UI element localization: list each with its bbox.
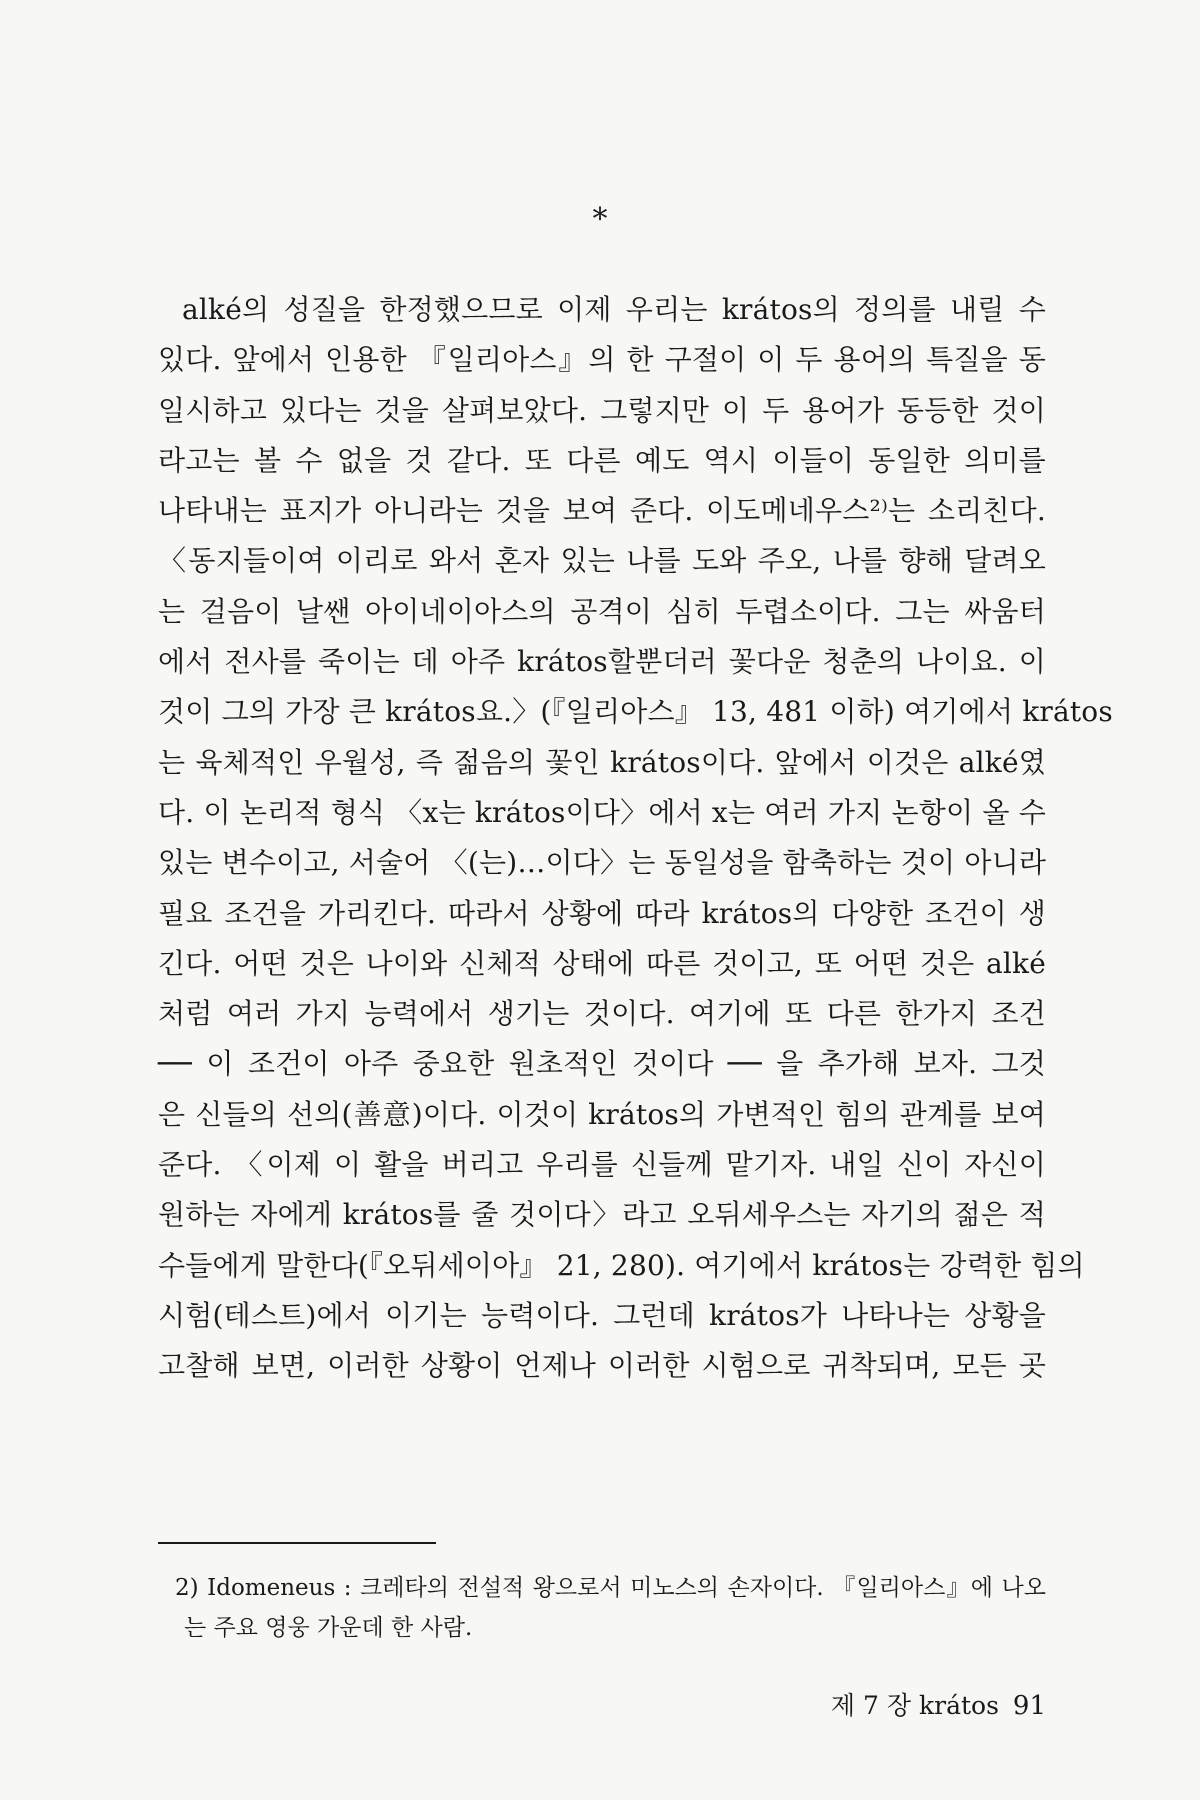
body-text: [158, 285, 1113, 1392]
body-line: alké의 성질을 한정했으므로 이제 우리는 krátos의 정의를 내릴 수: [182, 293, 1046, 326]
chapter-title: 제 7 장 krátos: [830, 1691, 999, 1720]
footnote-line: 2) Idomeneus : 크레타의 전설적 왕으로서 미노스의 손자이다. 『일리아스』에 나오: [175, 1575, 1046, 1601]
body-line: 시험(테스트)에서 이기는 능력이다. 그런데 krátos가 나타나는 상황을: [158, 1298, 1046, 1332]
body-line: 수들에게 말한다(『오뒤세이아』 21, 280). 여기에서 krátos는 강력한 힘의: [158, 1248, 1085, 1282]
body-line: 처럼 여러 가지 능력에서 생기는 것이다. 여기에 또 다른 한가지 조건: [158, 997, 1046, 1031]
body-line: 고찰해 보면, 이러한 상황이 언제나 이러한 시험으로 귀착되며, 모든 곳: [158, 1349, 1046, 1383]
body-line: 있다. 앞에서 인용한 『일리아스』의 한 구절이 이 두 용어의 특질을 동: [158, 343, 1046, 377]
body-line: 것이 그의 가장 큰 krátos요.〉(『일리아스』 13, 481 이하) 여기에서 krátos: [158, 695, 1113, 729]
body-line: 나타내는 표지가 아니라는 것을 보여 준다. 이도메네우스²⁾는 소리친다.: [158, 494, 1046, 528]
footnote: [175, 1568, 1046, 1648]
body-line: ── 이 조건이 아주 중요한 원초적인 것이다 ── 을 추가해 보자. 그것: [158, 1047, 1046, 1081]
running-footer: [831, 1690, 1046, 1722]
body-line: 은 신들의 선의(善意)이다. 이것이 krátos의 가변적인 힘의 관계를 보여: [158, 1097, 1046, 1131]
body-line: 〈동지들이여 이리로 와서 혼자 있는 나를 도와 주오, 나를 향해 달려오: [158, 544, 1046, 578]
body-line: 는 걸음이 날쌘 아이네이아스의 공격이 심히 두렵소이다. 그는 싸움터: [158, 594, 1046, 628]
body-line: 는 육체적인 우월성, 즉 젊음의 꽃인 krátos이다. 앞에서 이것은 alké였: [158, 745, 1046, 779]
body-line: 에서 전사를 죽이는 데 아주 krátos할뿐더러 꽃다운 청춘의 나이요. 이: [158, 645, 1046, 679]
body-line: 라고는 볼 수 없을 것 같다. 또 다른 예도 역시 이들이 동일한 의미를: [158, 443, 1046, 477]
body-line: 긴다. 어떤 것은 나이와 신체적 상태에 따른 것이고, 또 어떤 것은 alké: [158, 946, 1046, 980]
body-line: 일시하고 있다는 것을 살펴보았다. 그렇지만 이 두 용어가 동등한 것이: [158, 393, 1046, 427]
body-line: 필요 조건을 가리킨다. 따라서 상황에 따라 krátos의 다양한 조건이 생: [158, 896, 1046, 930]
body-line: 다. 이 논리적 형식 〈x는 krátos이다〉에서 x는 여러 가지 논항이 올 수: [158, 795, 1046, 829]
body-line: 있는 변수이고, 서술어 〈(는)…이다〉는 동일성을 함축하는 것이 아니라: [158, 846, 1047, 880]
body-line: 원하는 자에게 krátos를 줄 것이다〉라고 오뒤세우스는 자기의 젊은 적: [158, 1198, 1046, 1232]
section-separator: *: [592, 202, 608, 237]
footnote-divider: [158, 1542, 436, 1544]
footnote-line: 는 주요 영웅 가운데 한 사람.: [184, 1615, 473, 1641]
body-line: 준다. 〈이제 이 활을 버리고 우리를 신들께 맡기자. 내일 신이 자신이: [158, 1148, 1046, 1182]
page-number: 91: [1012, 1691, 1046, 1721]
